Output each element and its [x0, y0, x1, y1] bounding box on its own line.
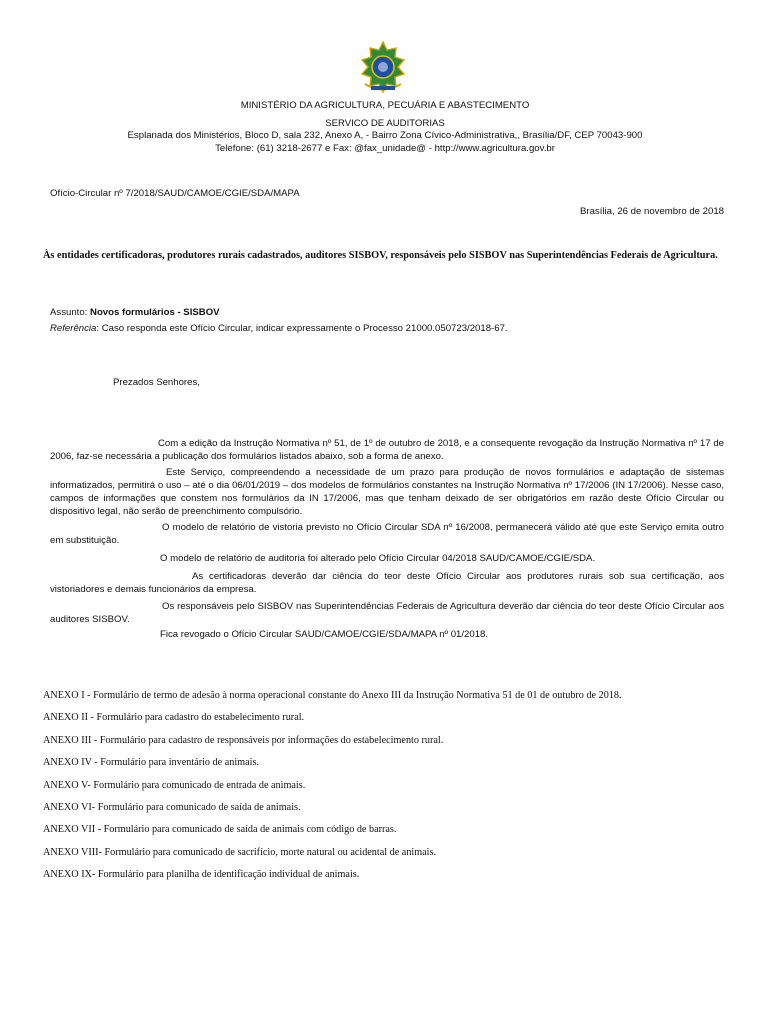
body-paragraph: Com a edição da Instrução Normativa nº 51, de 1º de outubro de 2018, e a consequente revogação da Instrução Normativa nº 17 de 2006, faz-se necessária a publicação dos formulários listados abaixo, sob a forma de anexo. [50, 438, 724, 462]
annex-item: ANEXO I - Formulário de termo de adesão à norma operacional constante do Anexo III da Instrução Normativa 51 de 01 de outubro de 2018. [43, 690, 622, 701]
service-address: Esplanada dos Ministérios, Bloco D, sala 232, Anexo A, - Bairro Zona Cívico-Administrativa,, Brasília/DF, CEP 70043-900 [127, 130, 643, 141]
subject-label: Assunto: [50, 307, 88, 318]
reference-line [50, 322, 508, 335]
annex-item: ANEXO III - Formulário para cadastro de responsáveis por informações do estabelecimento rural. [43, 734, 444, 746]
annex-item: ANEXO II - Formulário para cadastro do estabelecimento rural. [43, 712, 305, 724]
service-name: SERVICO DE AUDITORIAS [325, 118, 445, 129]
body-paragraph: O modelo de relatório de auditoria foi alterado pelo Ofício Circular 04/2018 SAUD/CAMOE/CGIE/SDA. [160, 553, 596, 564]
annex-item: ANEXO IV - Formulário para inventário de animais. [43, 757, 259, 769]
body-paragraph: Este Serviço, compreendendo a necessidade de um prazo para produção de novos formulários e adaptação de sistemas informatizados, permitirá o uso – até o dia 06/01/2019 – dos modelos de formulários constantes na Instrução Normativa nº 17/2006 (IN 17/2006). Nesse caso, campos de informações que constem nos formulários da IN 17/2006, mas que tenham deixado de ser obrigatórios em razão deste Ofício Circular ou dispositivo legal, não serão de preenchimento compulsório. [50, 467, 724, 517]
annex-item: ANEXO V- Formulário para comunicado de entrada de animais. [43, 779, 306, 791]
body-paragraph: As certificadoras deverão dar ciência do teor deste Ofício Circular aos produtores rurais sob sua certificação, aos vistoriadores e demais funcionários da empresa. [50, 571, 724, 595]
greeting: Prezados Senhores, [113, 377, 200, 388]
reference-label: Referência [50, 323, 97, 334]
addressee: Às entidades certificadoras, produtores rurais cadastrados, auditores SISBOV, responsáveis pelo SISBOV nas Superintendências Federais de Agricultura. [43, 250, 718, 261]
annex-item: ANEXO VI- Formulário para comunicado de saída de animais. [43, 801, 301, 813]
annex-item: ANEXO VII - Formulário para comunicado de saída de animais com código de barras. [43, 824, 397, 836]
ministry-name: MINISTÉRIO DA AGRICULTURA, PECUÁRIA E ABASTECIMENTO [240, 100, 530, 111]
annex-list [43, 689, 622, 891]
document-date: Brasília, 26 de novembro de 2018 [580, 206, 724, 217]
body-paragraph: O modelo de relatório de vistoria previsto no Ofício Circular SDA nº 16/2008, permanecerá válido até que este Serviço emita outro em substituição. [50, 522, 724, 546]
coat-of-arms-icon [357, 40, 409, 95]
document-number: Ofício-Circular nº 7/2018/SAUD/CAMOE/CGIE/SDA/MAPA [50, 188, 300, 199]
service-contact: Telefone: (61) 3218-2677 e Fax: @fax_unidade@ - http://www.agricultura.gov.br [215, 143, 555, 154]
subject-value: Novos formulários - SISBOV [90, 307, 220, 318]
body-paragraph: Os responsáveis pelo SISBOV nas Superintendências Federais de Agricultura deverão dar ciência do teor deste Ofício Circular aos auditores SISBOV. [50, 601, 724, 625]
subject-line [50, 306, 220, 319]
reference-value: : Caso responda este Ofício Circular, indicar expressamente o Processo 21000.050723/2018-67. [96, 323, 508, 334]
annex-item: ANEXO IX- Formulário para planilha de identificação individual de animais. [43, 869, 360, 881]
annex-item: ANEXO VIII- Formulário para comunicado de sacrifício, morte natural ou acidental de animais. [43, 846, 437, 858]
body-paragraph: Fica revogado o Ofício Circular SAUD/CAMOE/CGIE/SDA/MAPA nº 01/2018. [160, 629, 489, 640]
